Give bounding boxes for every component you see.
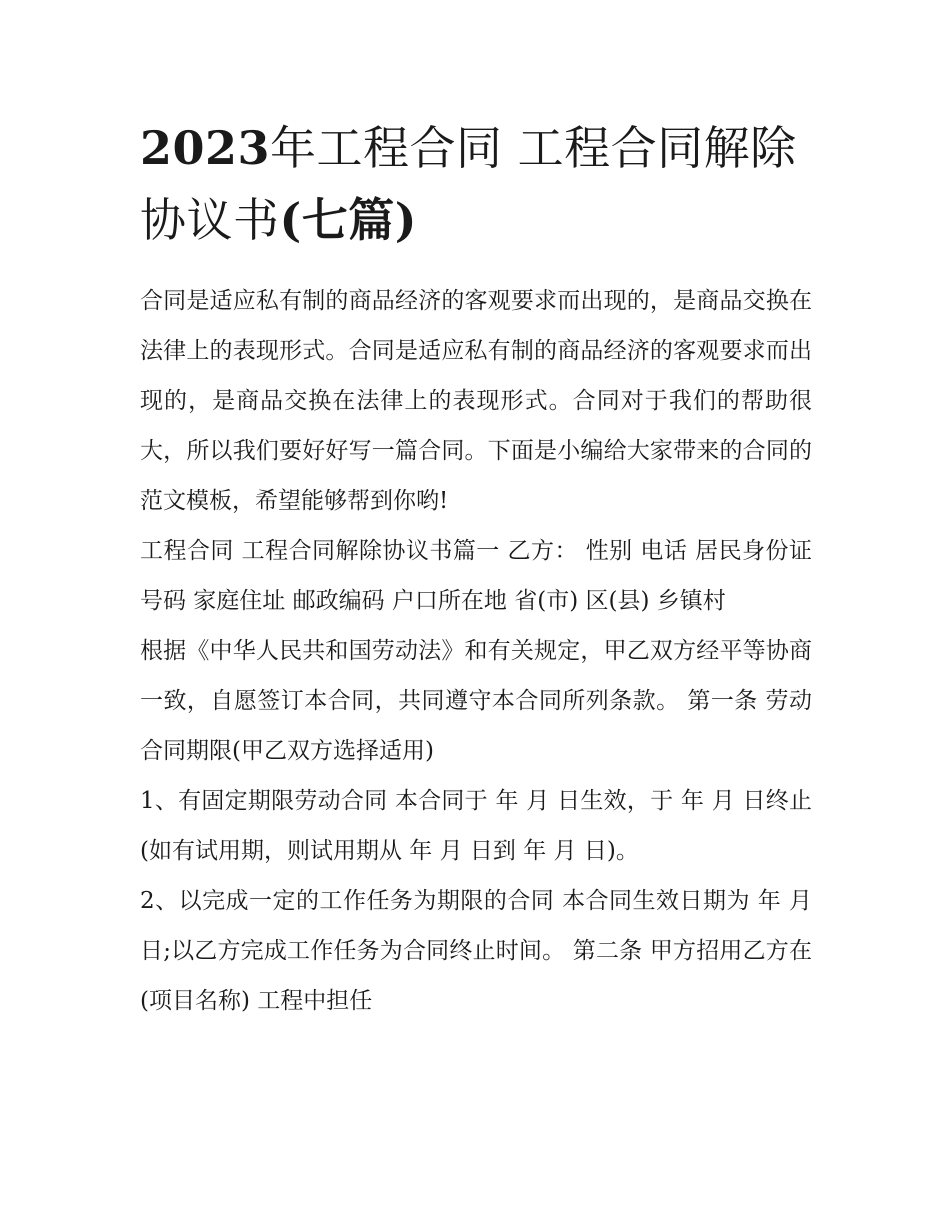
intro-paragraph: 合同是适应私有制的商品经济的客观要求而出现的，是商品交换在法律上的表现形式。合同是适应私有制的商品经济的客观要求而出现的，是商品交换在法律上的表现形式。合同对于我们的帮助很大，所以我们要好好写一篇合同。下面是小编给大家带来的合同的范文模板，希望能够帮到你哟! (140, 288, 812, 514)
title-suffix: (七篇) (279, 193, 418, 247)
title-text: 年工程合同 工程合同解除协议书 (140, 121, 797, 247)
document-title (140, 112, 812, 256)
clause-task-term-paragraph: 2、以完成一定的工作任务为期限的合同 本合同生效日期为 年 月 日;以乙方完成工作任务为合同终止时间。 第二条 甲方招用乙方在 (项目名称) 工程中担任 (140, 888, 812, 1014)
document-body (140, 276, 812, 1026)
title-year: 2023 (140, 121, 271, 175)
legal-basis-paragraph: 根据《中华人民共和国劳动法》和有关规定，甲乙双方经平等协商一致，自愿签订本合同，共同遵守本合同所列条款。 第一条 劳动合同期限(甲乙双方选择适用) (140, 638, 812, 764)
clause-fixed-term-paragraph: 1、有固定期限劳动合同 本合同于 年 月 日生效，于 年 月 日终止(如有试用期，则试用期从 年 月 日到 年 月 日)。 (140, 788, 812, 864)
party-info-paragraph: 工程合同 工程合同解除协议书篇一 乙方： 性别 电话 居民身份证号码 家庭住址 邮政编码 户口所在地 省(市) 区(县) 乡镇村 (140, 538, 812, 614)
document-page (140, 112, 812, 1026)
